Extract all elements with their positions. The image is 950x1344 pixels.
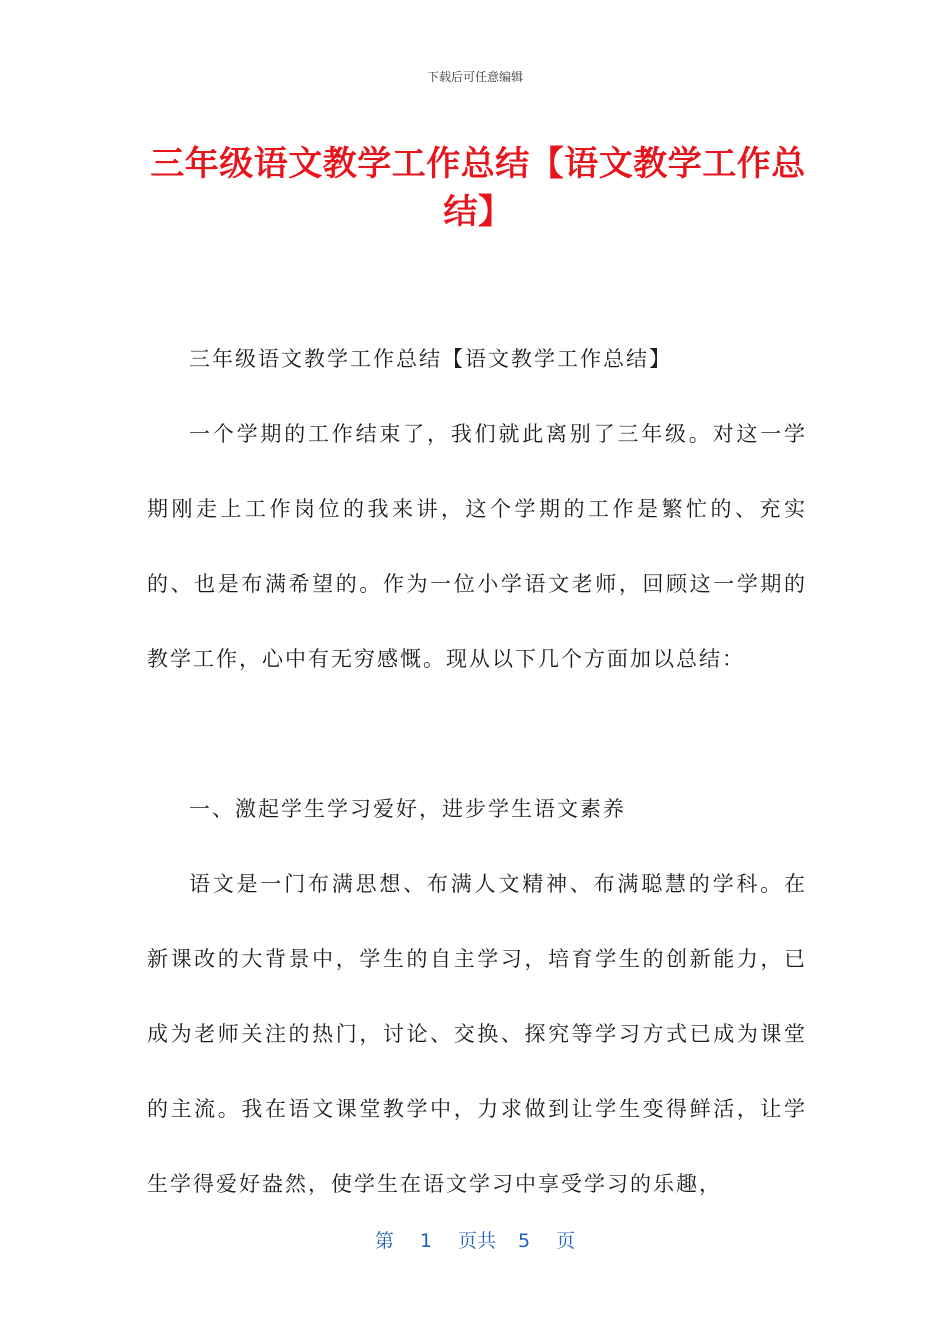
page-label: 第 [374, 1230, 394, 1252]
page-unit: 页 [556, 1230, 576, 1252]
page-footer [0, 1226, 950, 1253]
page-of-label: 页共 [457, 1230, 496, 1252]
document-body [147, 322, 807, 1222]
header-note: 下载后可任意编辑 [426, 70, 523, 84]
paragraph: 一个学期的工作结束了，我们就此离别了三年级。对这一学期刚走上工作岗位的我来讲，这个学期的工作是繁忙的、充实的、也是布满希望的。作为一位小学语文老师，回顾这一学期的教学工作，心中有无穷感慨。现从以下几个方面加以总结： [147, 422, 807, 671]
page-number: 1 [419, 1230, 432, 1252]
paragraph: 语文是一门布满思想、布满人文精神、布满聪慧的学科。在新课改的大背景中，学生的自主学习，培育学生的创新能力，已成为老师关注的热门，讨论、交换、探究等学习方式已成为课堂的主流。我在语文课堂教学中，力求做到让学生变得鲜活，让学生学得爱好盎然，使学生在语文学习中享受学习的乐趣， [147, 872, 807, 1196]
paragraph: 三年级语文教学工作总结【语文教学工作总结】 [189, 347, 672, 371]
total-pages: 5 [518, 1230, 531, 1252]
document-title: 三年级语文教学工作总结【语文教学工作总结】 [150, 144, 806, 232]
section-heading: 一、激起学生学习爱好，进步学生语文素养 [189, 797, 626, 821]
